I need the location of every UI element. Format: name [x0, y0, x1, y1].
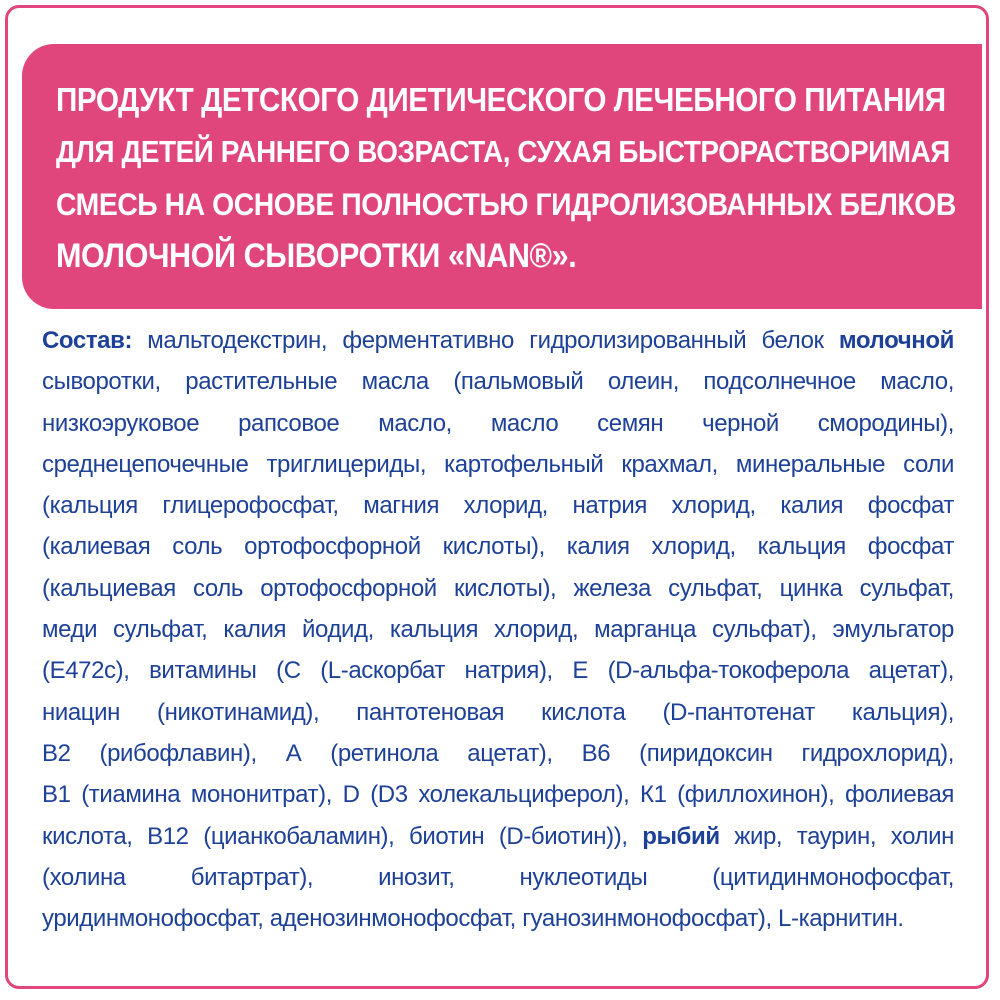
composition-line-7: (кальциевая соль ортофосфорной кислоты), железа сульфат, цинка сульфат,	[42, 574, 954, 602]
title-line-2: ДЛЯ ДЕТЕЙ РАННЕГО ВОЗРАСТА, СУХАЯ БЫСТРОРАСТВОРИМАЯ	[56, 134, 950, 169]
title-line-3: СМЕСЬ НА ОСНОВЕ ПОЛНОСТЬЮ ГИДРОЛИЗОВАННЫХ БЕЛКОВ	[56, 186, 956, 222]
composition-line-4: среднецепочечные триглицериды, картофельный крахмал, минеральные соли	[42, 450, 954, 478]
composition-line-2: сыворотки, растительные масла (пальмовый олеин, подсолнечное масло,	[42, 368, 954, 396]
composition-line-9: (Е472с), витамины (С (L-аскорбат натрия), Е (D-альфа-токоферола ацетат),	[42, 657, 954, 685]
composition-line-1	[42, 320, 954, 361]
composition-text	[42, 320, 954, 939]
composition-line-13	[42, 816, 954, 857]
composition-line-6: (калиевая соль ортофосфорной кислоты), калия хлорид, кальция фосфат	[42, 533, 954, 561]
composition-bold-fish: рыбий	[642, 822, 720, 850]
composition-line-1-text: мальтодекстрин, ферментативно гидролизированный белок	[132, 327, 839, 354]
composition-line-8: меди сульфат, калия йодид, кальция хлорид, марганца сульфат), эмульгатор	[42, 616, 954, 644]
composition-bold-milk: молочной	[838, 327, 954, 354]
composition-line-13-text: кислота, В12 (цианкобаламин), биотин (D-биотин)),	[42, 822, 643, 850]
composition-line-14: (холина битартрат), инозит, нуклеотиды (цитидинмонофосфат,	[42, 863, 954, 891]
product-title-banner	[22, 44, 982, 309]
composition-line-5: (кальция глицерофосфат, магния хлорид, натрия хлорид, калия фосфат	[42, 492, 954, 520]
title-line-4: МОЛОЧНОЙ СЫВОРОТКИ «NAN®».	[56, 237, 577, 275]
composition-label: Состав:	[42, 327, 133, 354]
composition-line-3: низкоэруковое рапсовое масло, масло семян черной смородины),	[42, 409, 954, 437]
composition-line-15: уридинмонофосфат, аденозинмонофосфат, гуанозинмонофосфат), L-карнитин.	[42, 905, 904, 933]
composition-line-10: ниацин (никотинамид), пантотеновая кислота (D-пантотенат кальция),	[42, 698, 954, 726]
title-line-1: ПРОДУКТ ДЕТСКОГО ДИЕТИЧЕСКОГО ЛЕЧЕБНОГО ПИТАНИЯ	[56, 81, 946, 118]
composition-line-11: В2 (рибофлавин), А (ретинола ацетат), В6 (пиридоксин гидрохлорид),	[42, 739, 954, 767]
composition-line-12: В1 (тиамина мононитрат), D (D3 холекальциферол), К1 (филлохинон), фолиевая	[42, 781, 954, 809]
composition-line-13-rest: жир, таурин, холин	[719, 822, 954, 850]
